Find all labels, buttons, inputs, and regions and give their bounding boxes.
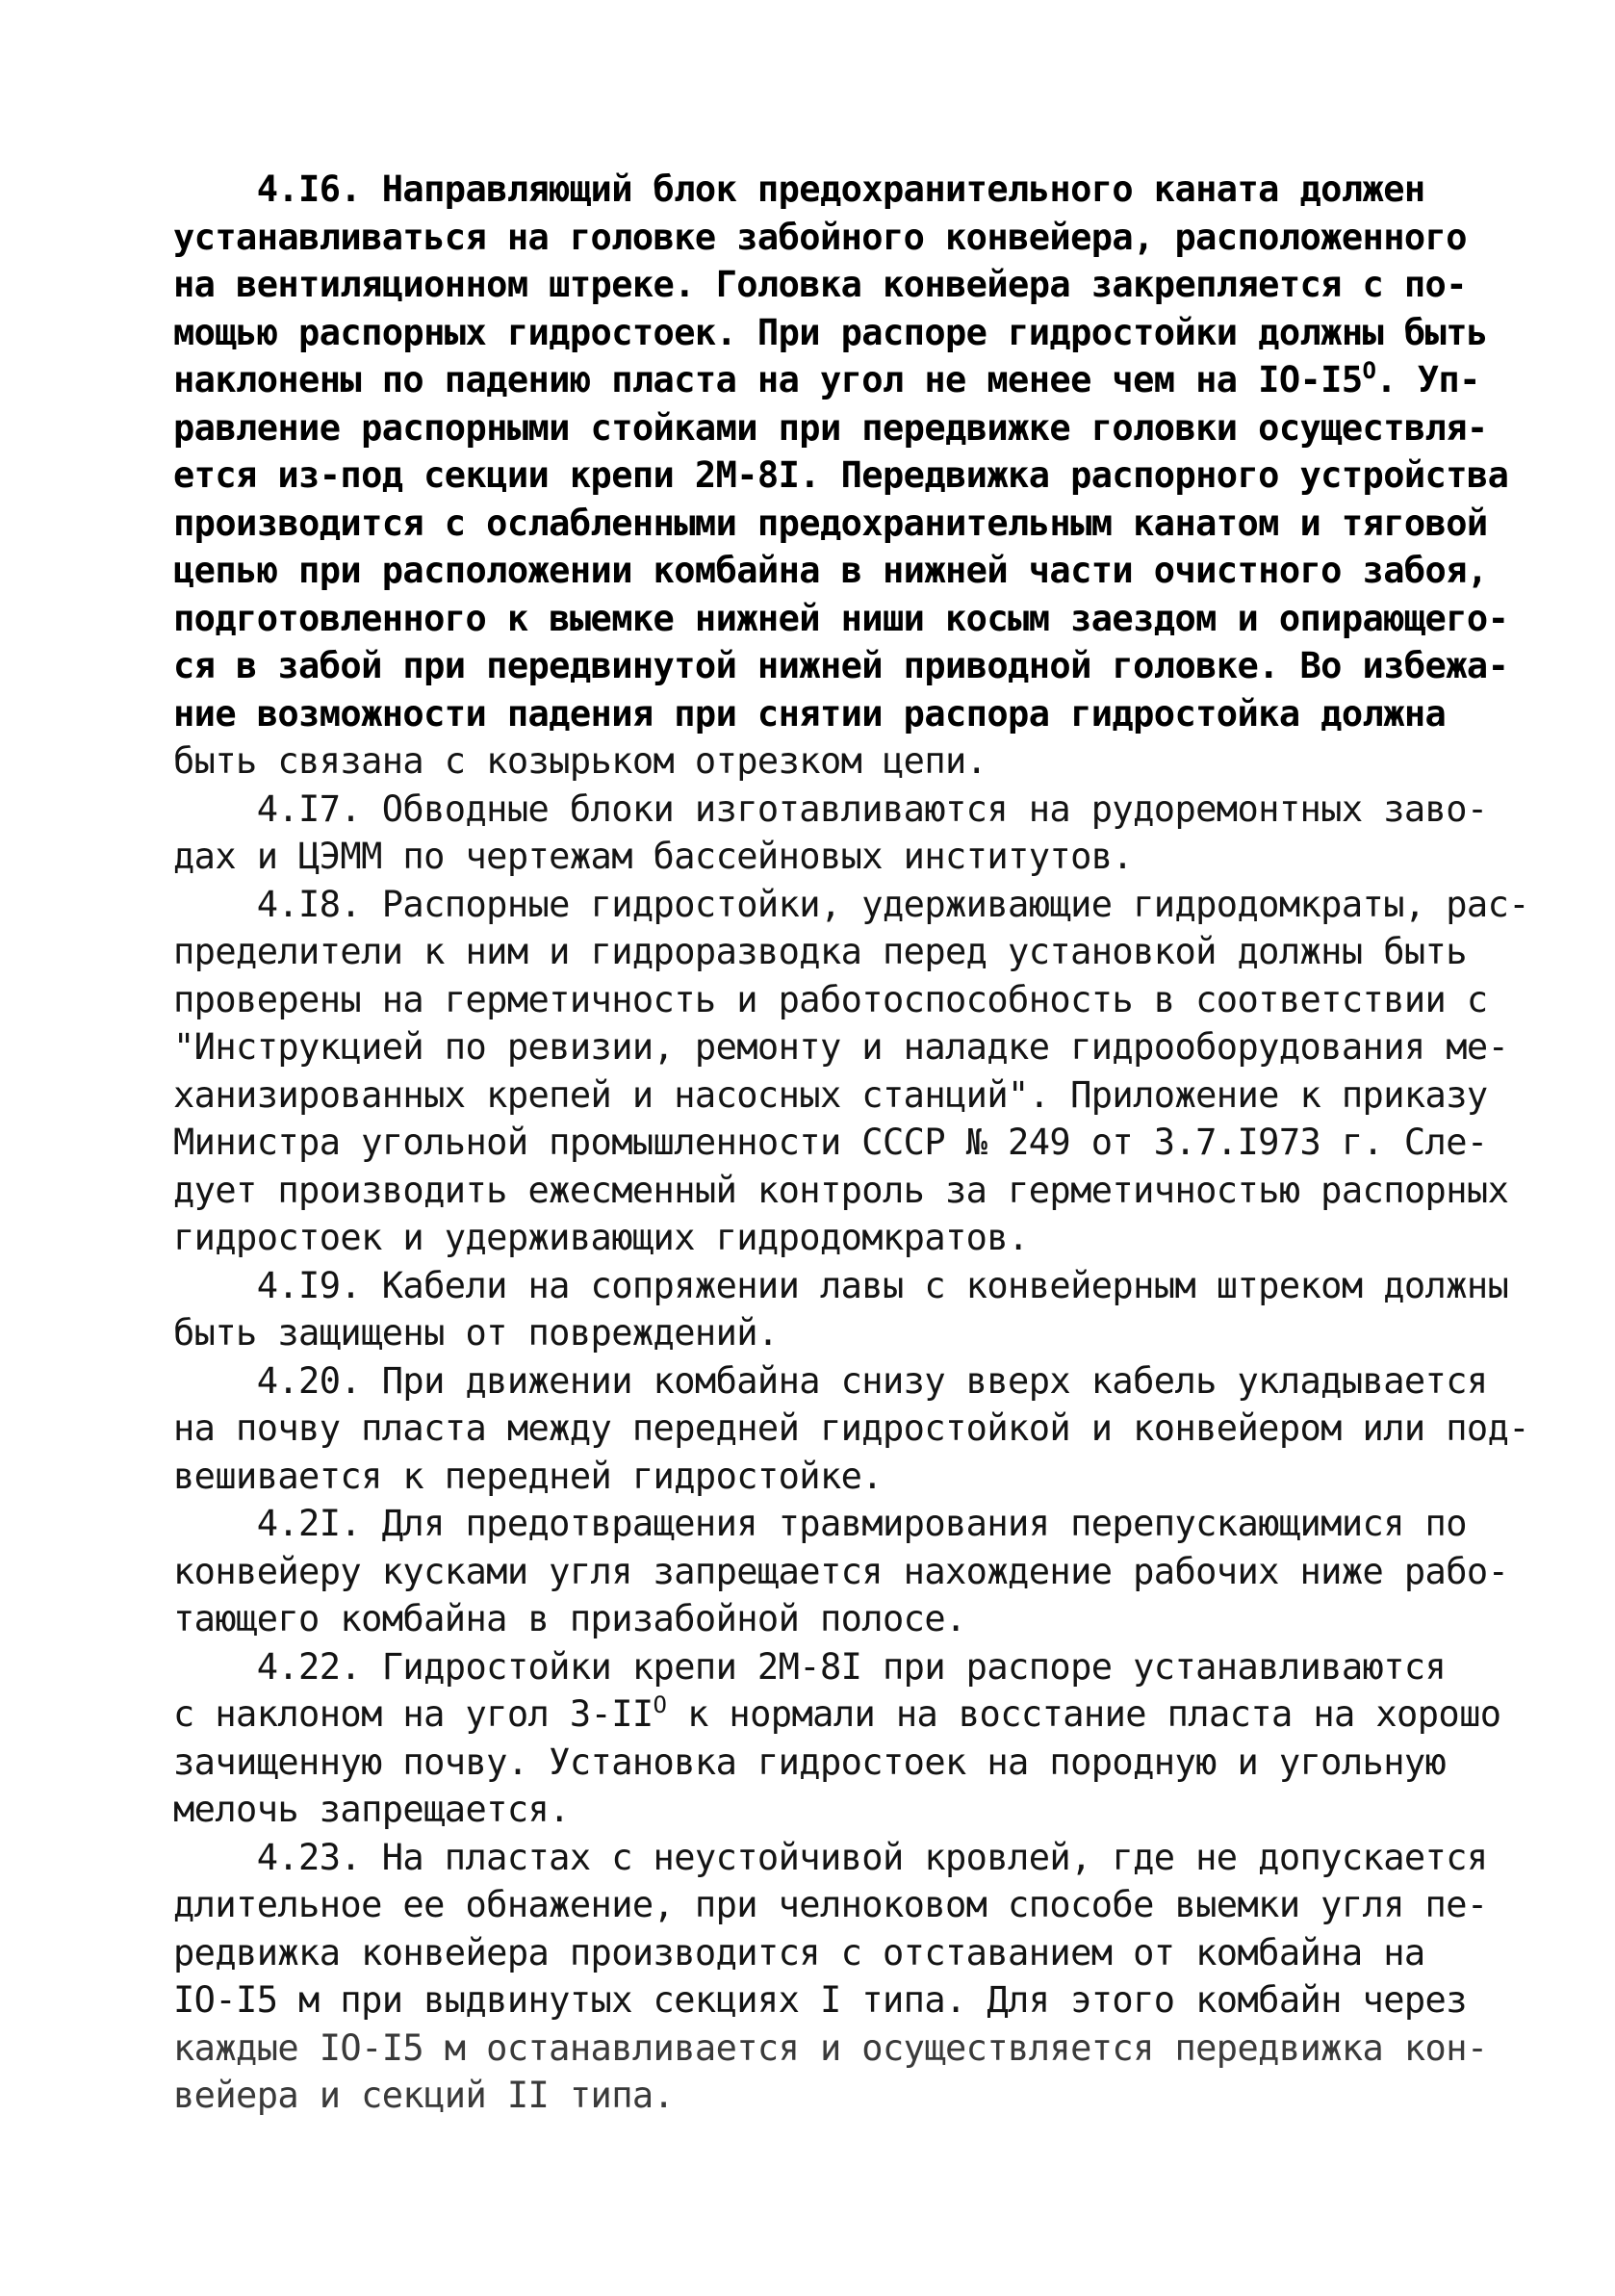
line-text: каждые IO-I5 м останавливается и осуществляется передвижка кон- — [173, 2026, 1488, 2069]
line-text: подготовленного к выемке нижней ниши косым заездом и опирающего- — [173, 597, 1509, 639]
text-line — [173, 1119, 1488, 1167]
line-text: ся в забой при передвинутой нижней приводной головке. Во избежа- — [173, 645, 1509, 686]
degree-superscript: О — [1362, 357, 1376, 384]
line-text: 4.2I. Для предотвращения травмирования перепускающимися по — [173, 1503, 1467, 1544]
text-line — [173, 166, 1463, 214]
line-text: ние возможности падения при снятии распора гидростойка должна — [173, 692, 1447, 735]
text-line — [173, 786, 1488, 834]
line-text: пределители к ним и гидроразводка перед установкой должны быть — [173, 931, 1467, 972]
line-text: конвейеру кусками угля запрещается нахождение рабочих ниже рабо- — [173, 1550, 1509, 1592]
line-text: Министра угольной промышленности СССР № 249 от 3.7.I973 г. Сле- — [173, 1122, 1488, 1163]
line-text: тающего комбайна в призабойной полосе. — [173, 1598, 966, 1639]
line-text: "Инструкцией по ревизии, ремонту и наладке гидрооборудования ме- — [173, 1026, 1509, 1068]
line-text: быть защищены от повреждений. — [173, 1312, 779, 1354]
line-text: зачищенную почву. Установка гидростоек на породную и угольную — [173, 1741, 1447, 1783]
text-line — [173, 1595, 1463, 1643]
text-line — [173, 595, 1509, 643]
text-line — [173, 261, 1467, 309]
text-line — [173, 547, 1488, 595]
line-text: мощью распорных гидростоек. При распоре гидростойки должны быть — [173, 311, 1488, 353]
paragraph-4-22 — [173, 1643, 1501, 1834]
line-text: 4.I9. Кабели на сопряжении лавы с конвейерным штреком должны — [173, 1264, 1509, 1306]
text-line — [173, 1834, 1488, 1882]
text-line — [173, 1929, 1463, 1977]
line-text: равление распорными стойками при передвижке головки осуществля- — [173, 406, 1488, 449]
document-body — [173, 166, 1529, 2120]
paragraph-4-21 — [173, 1500, 1509, 1643]
line-text: 4.23. На пластах с неустойчивой кровлей, где не допускается — [173, 1836, 1488, 1878]
line-text: 4.20. При движении комбайна снизу вверх кабель укладывается — [173, 1359, 1488, 1402]
text-line — [173, 1786, 1463, 1834]
text-line — [173, 2025, 1488, 2073]
text-line — [173, 1214, 1463, 1262]
text-line — [173, 1548, 1509, 1596]
text-line — [173, 214, 1467, 262]
text-line — [173, 1881, 1488, 1929]
text-line — [173, 737, 1463, 786]
line-text: IO-I5 м при выдвинутых секциях I типа. Для этого комбайн через — [173, 1979, 1467, 2021]
line-text-continuation: . Уп- — [1375, 359, 1480, 400]
text-line — [173, 1643, 1463, 1691]
text-line — [173, 833, 1463, 881]
text-line — [173, 309, 1488, 357]
paragraph-4-20 — [173, 1357, 1529, 1501]
text-line — [173, 500, 1488, 548]
line-text: ханизированных крепей и насосных станций". Приложение к приказу — [173, 1073, 1488, 1116]
line-text: наклонены по падению пласта на угол не менее чем на IO-I5 — [173, 359, 1363, 400]
text-line — [173, 1309, 1463, 1357]
text-line — [173, 1405, 1529, 1453]
line-text: на вентиляционном штреке. Головка конвейера закрепляется с по- — [173, 264, 1467, 305]
line-text: быть связана с козырьком отрезком цепи. — [173, 740, 987, 782]
line-text: 4.I7. Обводные блоки изготавливаются на рудоремонтных заво- — [173, 787, 1488, 830]
text-line — [173, 1690, 1501, 1739]
text-line — [173, 1976, 1467, 2025]
line-text-continuation: к нормали на восстание пласта на хорошо — [666, 1693, 1501, 1735]
degree-superscript: О — [653, 1691, 667, 1718]
text-line — [173, 1071, 1488, 1120]
text-line — [173, 976, 1488, 1024]
line-text: ется из-под секции крепи 2М-8I. Передвижка распорного устройства — [173, 454, 1509, 496]
line-text: цепью при расположении комбайна в нижней части очистного забоя, — [173, 550, 1488, 591]
line-text: проверены на герметичность и работоспособность в соответствии с — [173, 978, 1488, 1020]
line-text: устанавливаться на головке забойного конвейера, расположенного — [173, 216, 1467, 258]
line-text: гидростоек и удерживающих гидродомкратов. — [173, 1217, 1029, 1258]
line-text: производится с ослабленными предохранительным канатом и тяговой — [173, 502, 1488, 544]
paragraph-4-23 — [173, 1834, 1488, 2120]
text-line — [173, 642, 1509, 690]
text-line — [173, 451, 1509, 500]
text-line — [173, 1453, 1463, 1501]
line-text: мелочь запрещается. — [173, 1789, 570, 1830]
text-line — [173, 690, 1463, 738]
line-text: 4.I6. Направляющий блок предохранительного каната должен — [173, 168, 1425, 210]
text-line — [173, 2072, 1463, 2120]
text-line — [173, 404, 1488, 452]
line-text: на почву пласта между передней гидростойкой и конвейером или под- — [173, 1407, 1529, 1449]
line-text: дует производить ежесменный контроль за герметичностью распорных — [173, 1169, 1509, 1211]
line-text: вейера и секций II типа. — [173, 2075, 675, 2116]
text-line — [173, 881, 1529, 929]
line-text: с наклоном на угол 3-II — [173, 1693, 654, 1735]
text-line — [173, 928, 1467, 976]
text-line — [173, 1023, 1509, 1071]
paragraph-4-19 — [173, 1262, 1509, 1357]
text-line — [173, 1500, 1467, 1548]
line-text: 4.I8. Распорные гидростойки, удерживающие гидродомкраты, рас- — [173, 883, 1529, 925]
line-text: вешивается к передней гидростойке. — [173, 1455, 883, 1497]
line-text: длительное ее обнажение, при челноковом способе выемки угля пе- — [173, 1884, 1488, 1925]
text-line — [173, 1167, 1509, 1215]
text-line — [173, 1262, 1509, 1310]
paragraph-4-16 — [173, 166, 1509, 786]
line-text: редвижка конвейера производится с отставанием от комбайна на — [173, 1931, 1425, 1974]
line-text: 4.22. Гидростойки крепи 2М-8I при распоре устанавливаются — [173, 1645, 1447, 1688]
paragraph-4-18 — [173, 881, 1529, 1262]
text-line — [173, 1357, 1488, 1406]
paragraph-4-17 — [173, 786, 1488, 881]
text-line — [173, 1739, 1463, 1787]
text-line — [173, 356, 1480, 404]
line-text: дах и ЦЭММ по чертежам бассейновых институтов. — [173, 836, 1134, 877]
